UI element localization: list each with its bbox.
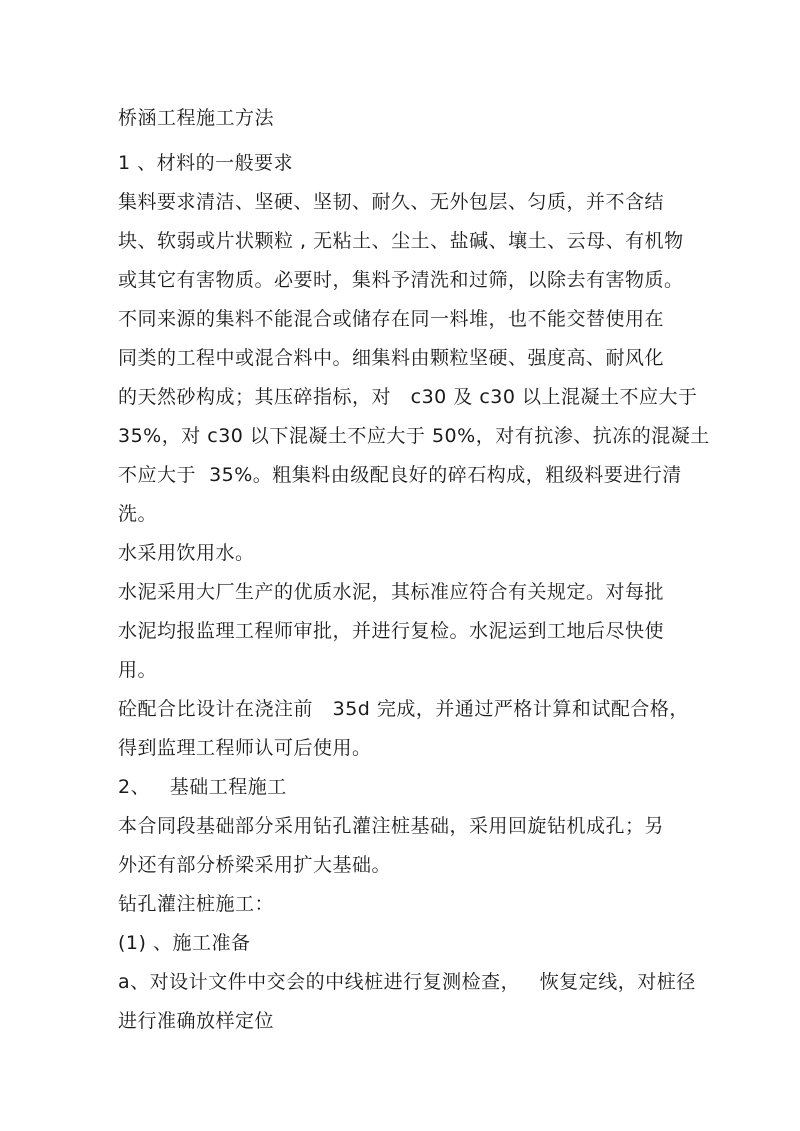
paragraph-line: 集料要求清洁、坚硬、坚韧、耐久、无外包层、匀质，并不含结 bbox=[118, 191, 665, 213]
heading-foundation: 2、 基础工程施工 bbox=[118, 776, 287, 798]
heading-materials: 1 、材料的一般要求 bbox=[118, 152, 294, 174]
paragraph-line: 水泥采用大厂生产的优质水泥，其标准应符合有关规定。对每批 bbox=[118, 581, 665, 603]
paragraph-line: 外还有部分桥梁采用扩大基础。 bbox=[118, 854, 392, 876]
subheading-preparation: (1) 、施工准备 bbox=[118, 932, 251, 954]
paragraph-line: 或其它有害物质。必要时，集料予清洗和过筛，以除去有害物质。 bbox=[118, 269, 684, 291]
paragraph-line: 水泥均报监理工程师审批，并进行复检。水泥运到工地后尽快使 bbox=[118, 620, 665, 642]
section-title: 桥涵工程施工方法 bbox=[118, 107, 275, 129]
paragraph-line: 不应大于 35%。粗集料由级配良好的碎石构成，粗级料要进行清 bbox=[118, 464, 682, 486]
paragraph-line: 35%，对 c30 以下混凝土不应大于 50%，对有抗渗、抗冻的混凝土 bbox=[118, 425, 710, 447]
paragraph-line: 用。 bbox=[118, 659, 158, 681]
paragraph-line: 的天然砂构成；其压碎指标，对 c30 及 c30 以上混凝土不应大于 bbox=[118, 386, 698, 408]
paragraph-line: 钻孔灌注桩施工： bbox=[118, 893, 275, 915]
paragraph-line: a、对设计文件中交会的中线桩进行复测检查， 恢复定线，对桩径 bbox=[118, 971, 696, 993]
paragraph-line: 进行准确放样定位 bbox=[118, 1010, 275, 1032]
paragraph-line: 不同来源的集料不能混合或储存在同一料堆，也不能交替使用在 bbox=[118, 308, 665, 330]
paragraph-line: 得到监理工程师认可后使用。 bbox=[118, 737, 372, 759]
paragraph-line: 砼配合比设计在浇注前 35d 完成，并通过严格计算和试配合格， bbox=[118, 698, 689, 720]
paragraph-line: 同类的工程中或混合料中。细集料由颗粒坚硬、强度高、耐风化 bbox=[118, 347, 665, 369]
paragraph-line: 水采用饮用水。 bbox=[118, 542, 255, 564]
paragraph-line: 本合同段基础部分采用钻孔灌注桩基础，采用回旋钻机成孔；另 bbox=[118, 815, 665, 837]
paragraph-line: 块、软弱或片状颗粒 , 无粘土、尘土、盐碱、壤土、云母、有机物 bbox=[118, 230, 684, 252]
paragraph-line: 洗。 bbox=[118, 503, 158, 525]
